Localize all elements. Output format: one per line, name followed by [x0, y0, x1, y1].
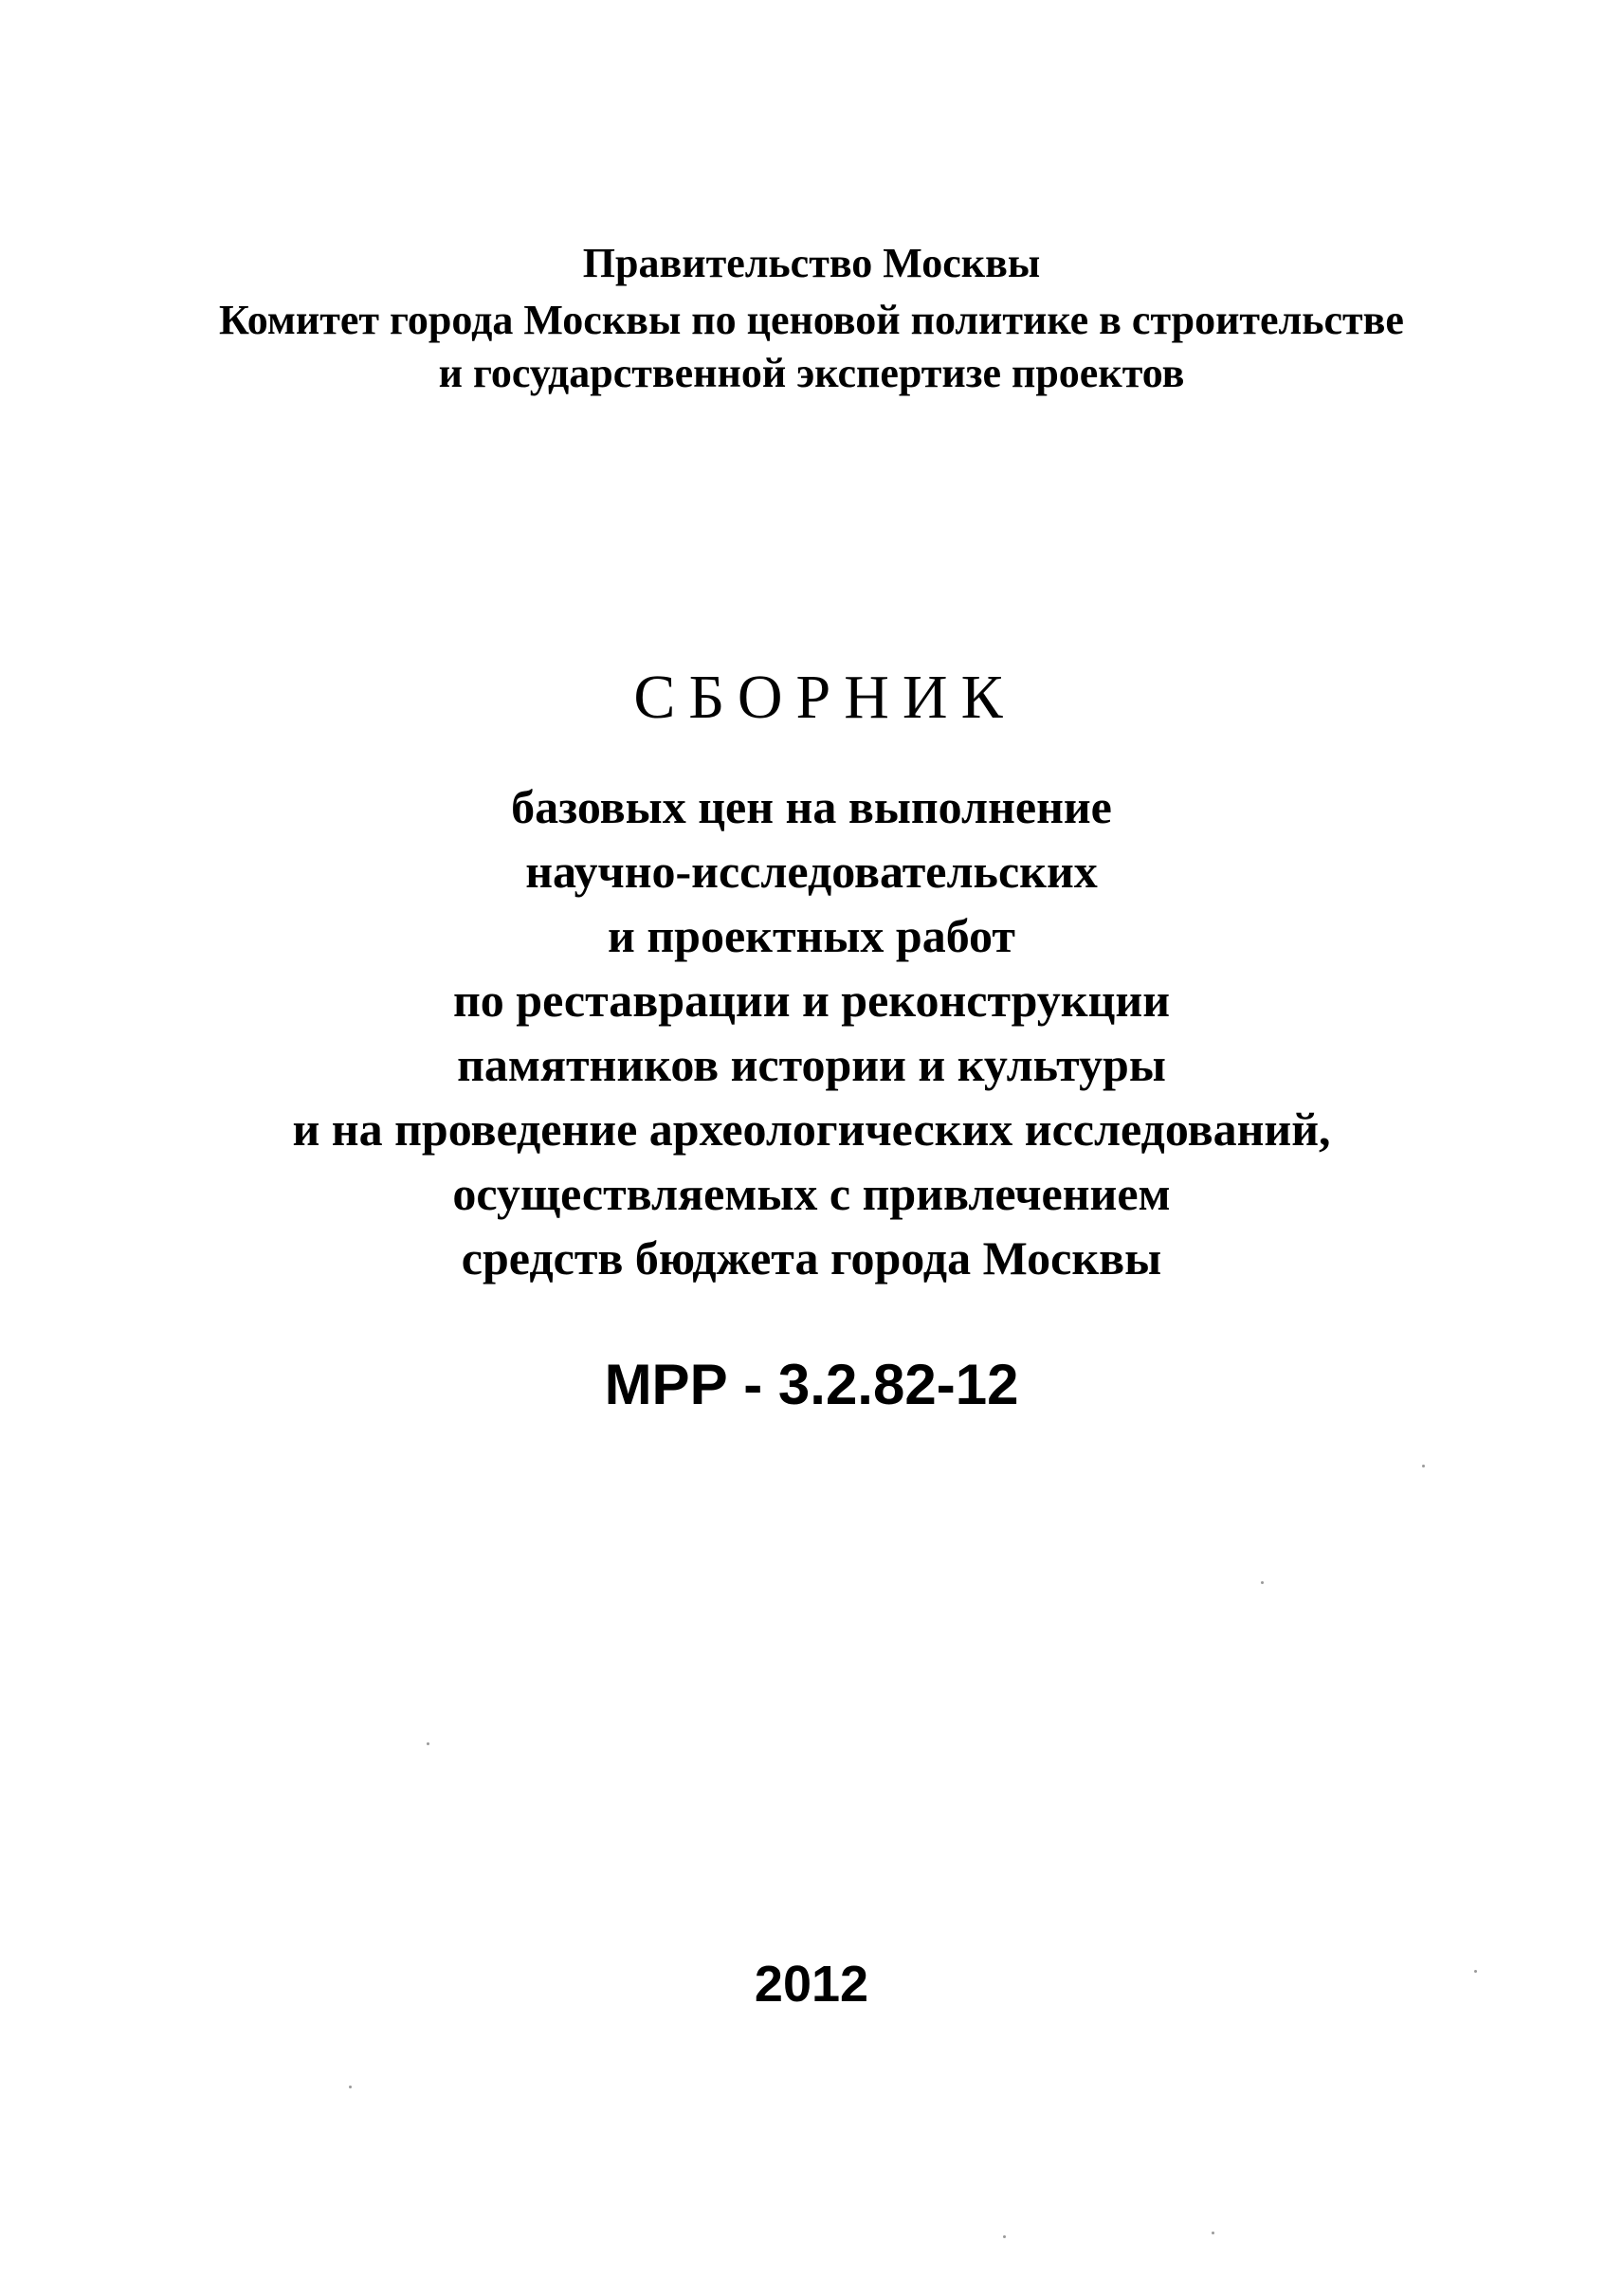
- subtitle-line-2: научно-исследовательских: [525, 845, 1098, 898]
- document-code: МРР - 3.2.82-12: [604, 1353, 1019, 1416]
- scan-speck: [1003, 2235, 1006, 2238]
- subtitle-line-3: и проектных работ: [608, 909, 1015, 962]
- subtitle-line-1: базовых цен на выполнение: [511, 780, 1112, 833]
- scan-speck: [1474, 1970, 1477, 1973]
- document-title: СБОРНИК: [633, 663, 1016, 732]
- publication-year: 2012: [754, 1956, 869, 2013]
- subtitle-line-6: и на проведение археологических исследований,: [292, 1102, 1331, 1156]
- scan-speck: [349, 2086, 352, 2088]
- scan-speck: [1212, 2232, 1214, 2234]
- scan-speck: [1422, 1465, 1425, 1467]
- subtitle-line-4: по реставрации и реконструкции: [452, 974, 1171, 1027]
- subtitle-line-8: средств бюджета города Москвы: [461, 1231, 1162, 1285]
- scan-speck: [427, 1742, 429, 1745]
- scan-speck: [1261, 1581, 1264, 1584]
- header-expertise: и государственной экспертизе проектов: [438, 350, 1185, 396]
- subtitle-line-5: памятников истории и культуры: [457, 1038, 1166, 1091]
- subtitle-line-7: осуществляемых с привлечением: [452, 1167, 1171, 1220]
- header-committee: Комитет города Москвы по ценовой политике в строительстве: [219, 297, 1404, 343]
- header-government: Правительство Москвы: [582, 240, 1041, 286]
